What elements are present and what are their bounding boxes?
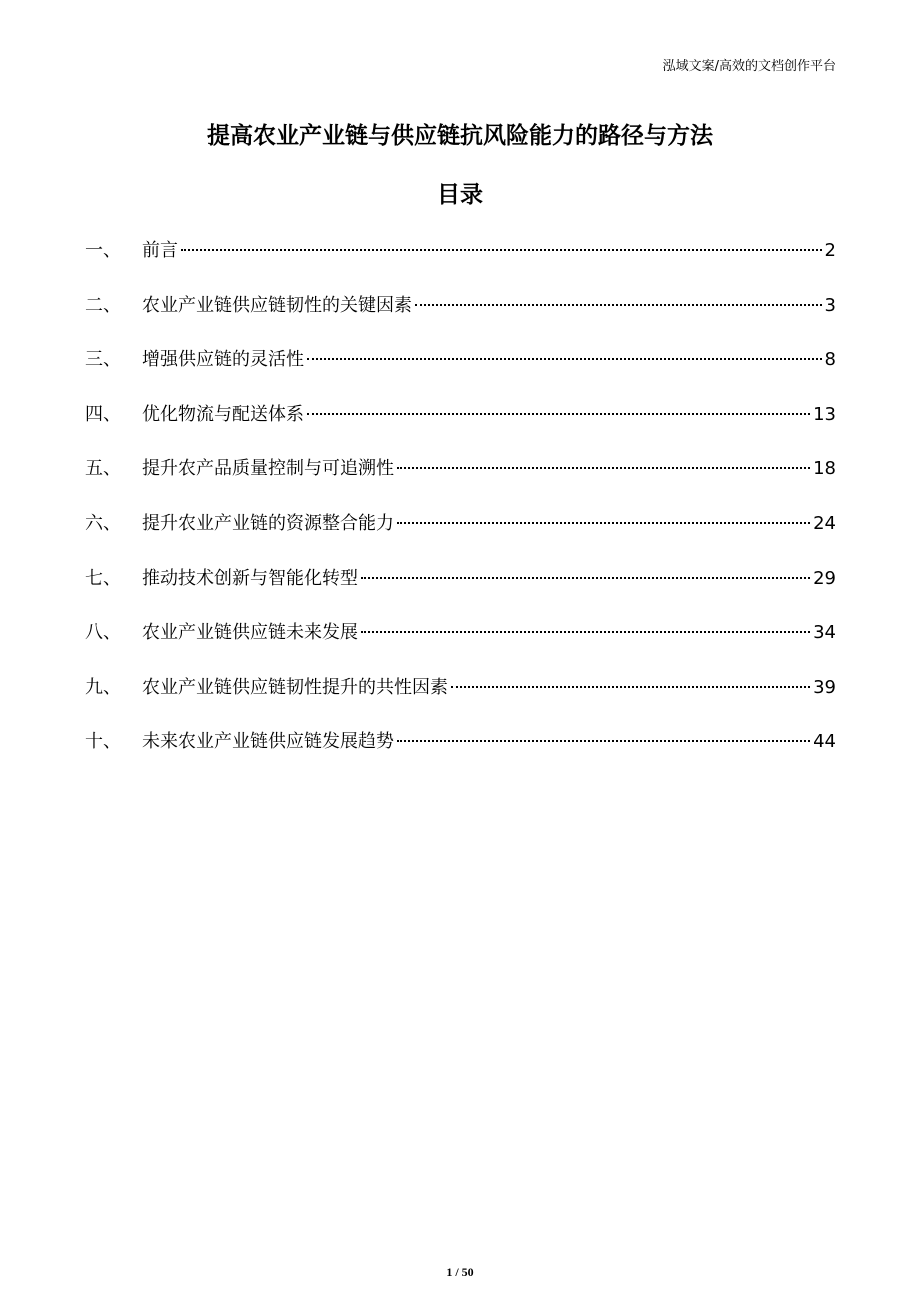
toc-entry[interactable] (85, 506, 836, 561)
toc-entry[interactable] (85, 561, 836, 616)
toc-entry[interactable] (85, 451, 836, 506)
toc-entry-title: 农业产业链供应链韧性的关键因素 (142, 294, 412, 316)
toc-entry-page: 34 (813, 622, 836, 644)
toc-entry-page: 13 (813, 403, 836, 425)
toc-heading: 目录 (437, 182, 483, 208)
toc-entry-number: 二、 (85, 294, 121, 316)
toc-dot-leader (415, 304, 822, 306)
document-title: 提高农业产业链与供应链抗风险能力的路径与方法 (207, 123, 713, 149)
toc-entry-number: 十、 (85, 731, 121, 753)
toc-entry-title: 农业产业链供应链未来发展 (142, 622, 358, 644)
toc-entry-title: 优化物流与配送体系 (142, 403, 304, 425)
toc-entry-title: 未来农业产业链供应链发展趋势 (142, 731, 394, 753)
toc-entry-number: 七、 (85, 567, 121, 589)
toc-dot-leader (361, 577, 810, 579)
toc-dot-leader (397, 740, 810, 742)
toc-entry-page: 18 (813, 458, 836, 480)
toc-entry-number: 九、 (85, 676, 121, 698)
toc-entry-number: 八、 (85, 622, 121, 644)
page-number: 1 / 50 (446, 1265, 474, 1279)
toc-entry[interactable] (85, 342, 836, 397)
toc-entry-page: 3 (824, 294, 836, 316)
toc-dot-leader (361, 631, 810, 633)
toc-entry-title: 推动技术创新与智能化转型 (142, 567, 358, 589)
toc-dot-leader (307, 358, 822, 360)
toc-entry-page: 44 (813, 731, 836, 753)
toc-entry-number: 一、 (85, 240, 121, 261)
header-text: 泓域文案/高效的文档创作平台 (662, 59, 836, 74)
table-of-contents (85, 233, 836, 779)
toc-entry-page: 2 (824, 240, 836, 261)
toc-dot-leader (397, 467, 810, 469)
toc-entry[interactable] (85, 670, 836, 725)
toc-entry[interactable] (85, 615, 836, 670)
toc-entry-title: 增强供应链的灵活性 (142, 349, 304, 371)
toc-entry-title: 提升农产品质量控制与可追溯性 (142, 458, 394, 480)
toc-entry-page: 39 (813, 676, 836, 698)
toc-entry[interactable] (85, 724, 836, 779)
toc-entry-number: 三、 (85, 349, 121, 371)
toc-dot-leader (181, 249, 822, 251)
toc-entry-title: 前言 (142, 240, 178, 261)
toc-entry-page: 24 (813, 512, 836, 534)
toc-entry[interactable] (85, 288, 836, 343)
toc-dot-leader (451, 686, 810, 688)
toc-entry-number: 五、 (85, 458, 121, 480)
toc-entry-number: 四、 (85, 403, 121, 425)
toc-entry-number: 六、 (85, 512, 121, 534)
toc-dot-leader (307, 413, 810, 415)
toc-entry[interactable] (85, 397, 836, 452)
toc-entry-page: 29 (813, 567, 836, 589)
toc-entry-title: 提升农业产业链的资源整合能力 (142, 512, 394, 534)
toc-entry-title: 农业产业链供应链韧性提升的共性因素 (142, 676, 448, 698)
toc-dot-leader (397, 522, 810, 524)
toc-entry-page: 8 (824, 349, 836, 371)
toc-entry[interactable] (85, 233, 836, 288)
